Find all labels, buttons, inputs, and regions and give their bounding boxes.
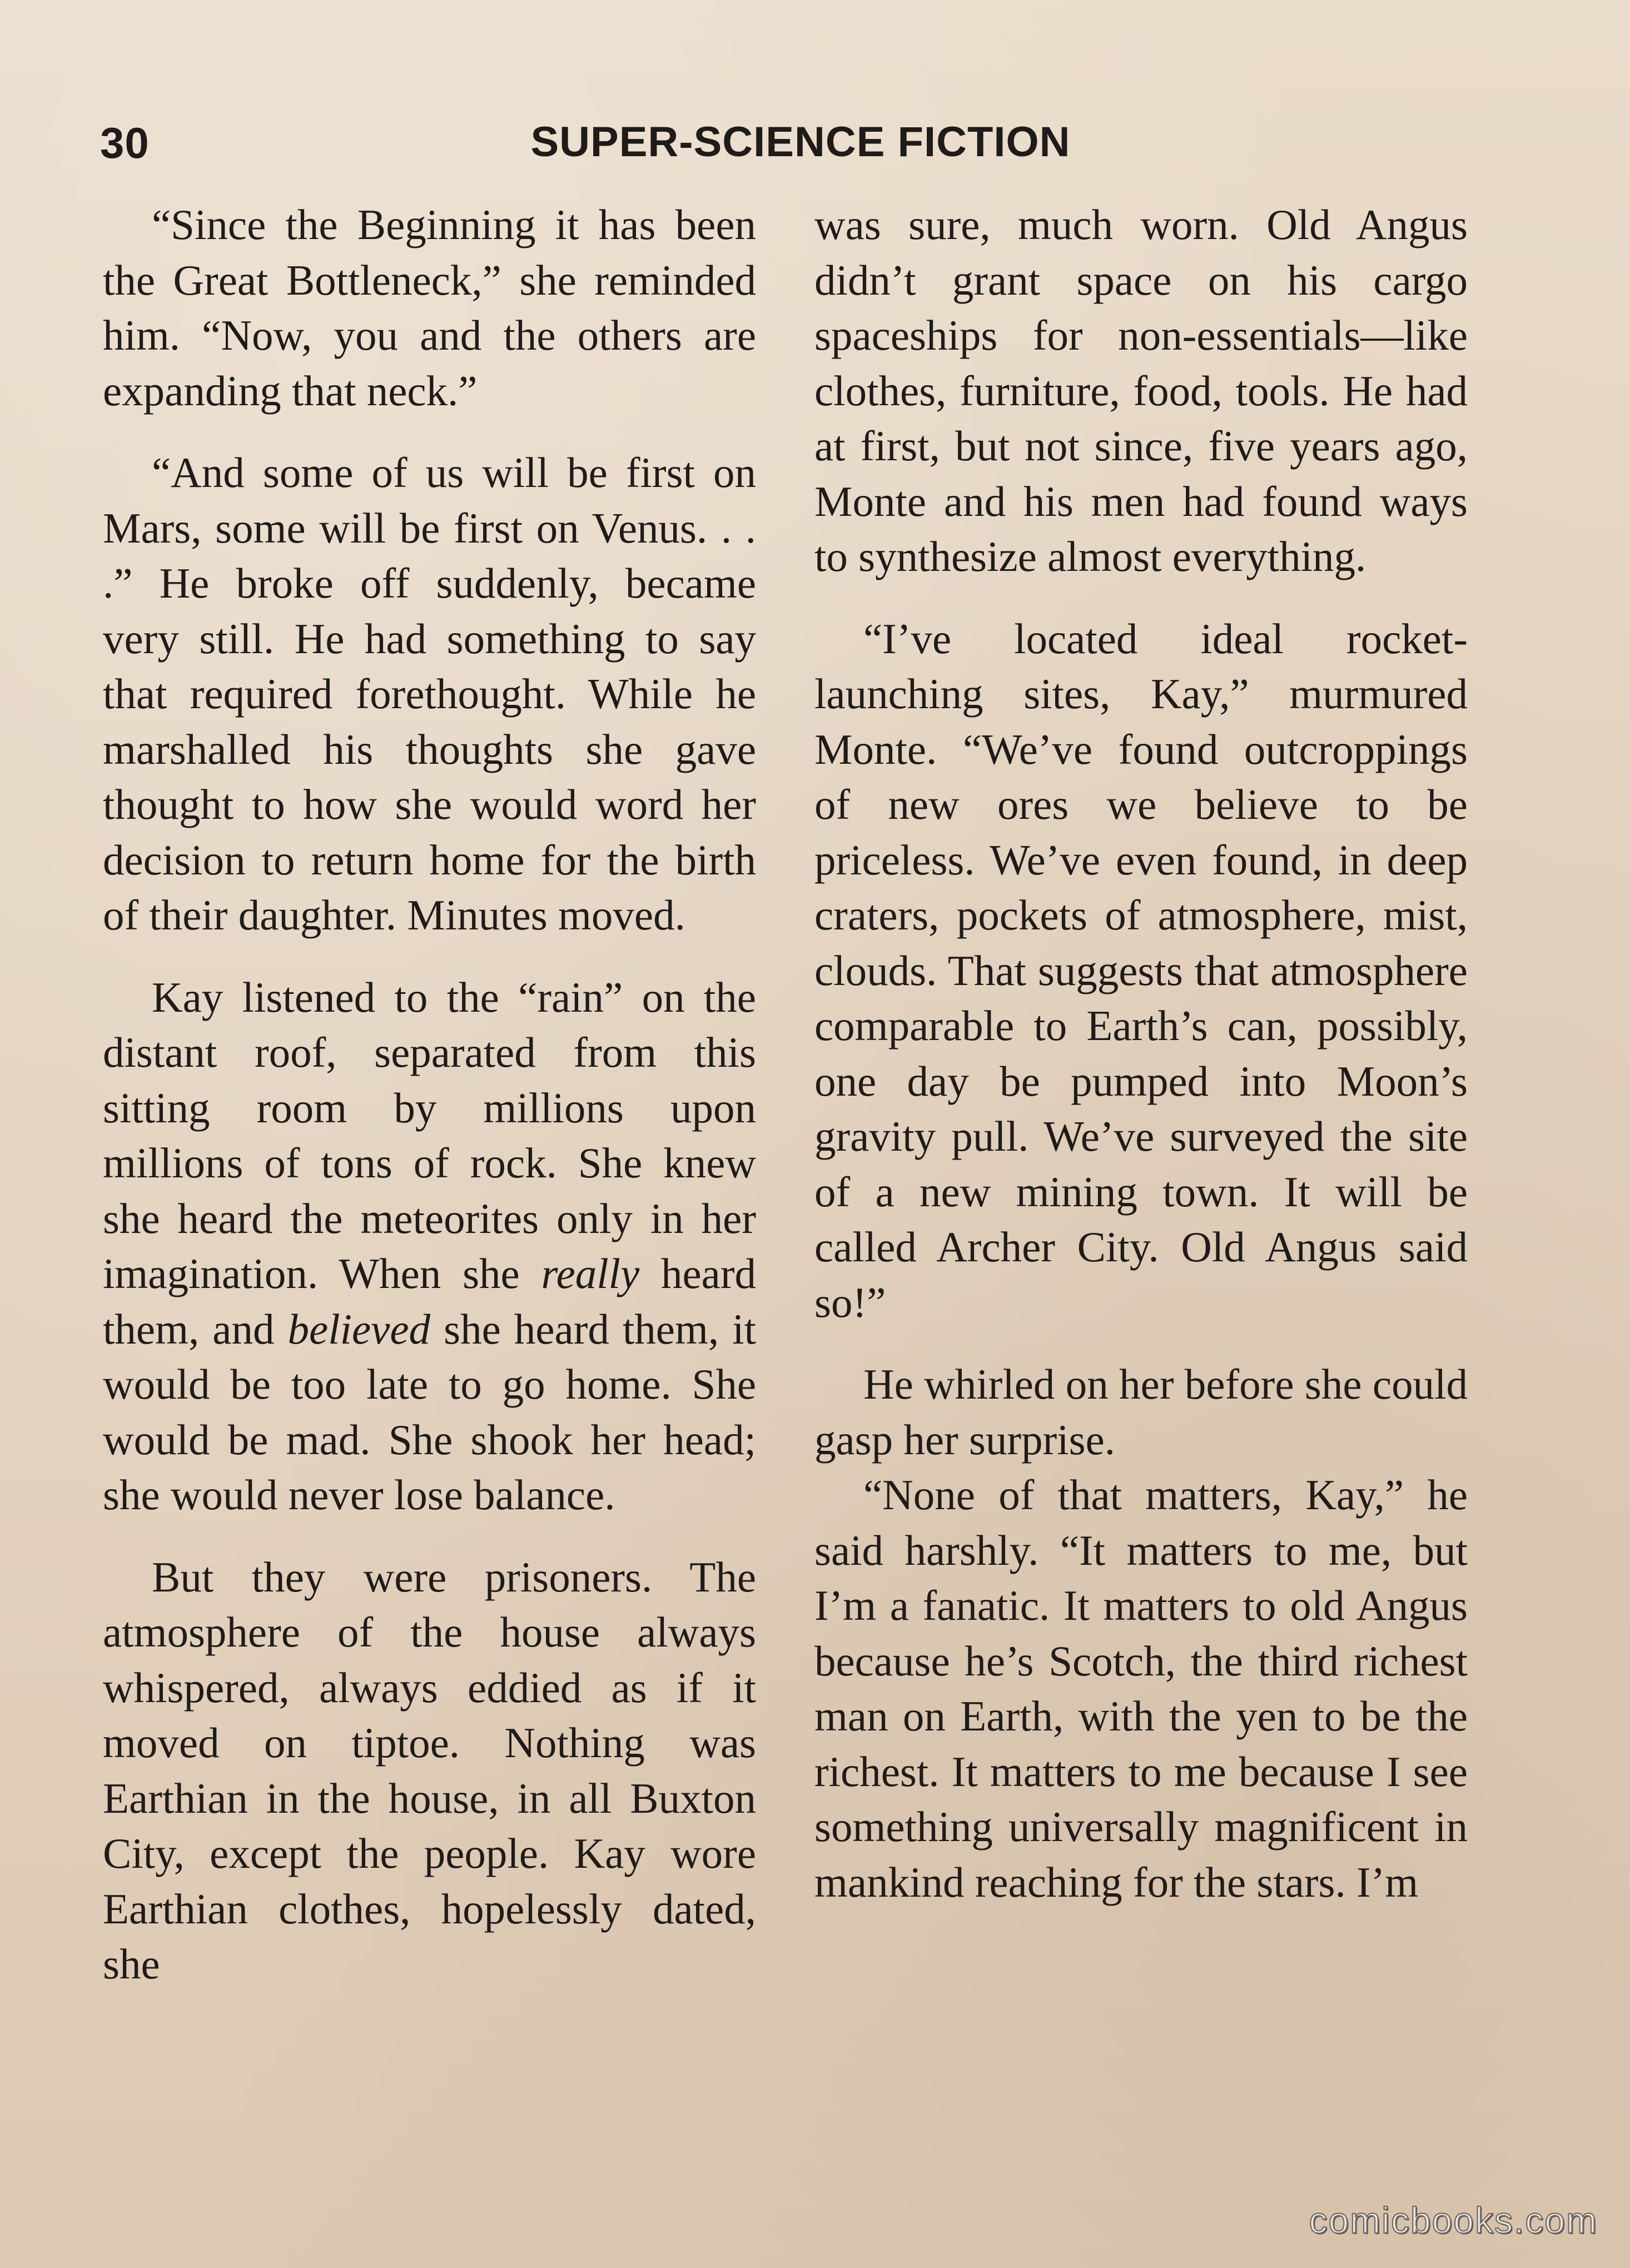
left-column	[103, 197, 756, 1992]
text-run: heard them, and	[103, 1250, 756, 1353]
paragraph: “Since the Beginning it has been the Great Bottleneck,” she reminded him. “Now, you and the others are expanding that neck.”	[103, 201, 756, 415]
paragraph	[103, 970, 756, 1523]
paragraph: “I’ve located ideal rocket-launching sites, Kay,” murmured Monte. “We’ve found outcroppings of new ores we believe to be priceless. We’ve even found, in deep craters, pockets of atmosphere, mist, clouds. That suggests that atmosphere comparable to Earth’s can, possibly, one day be pumped into Moon’s gravity pull. We’ve surveyed the site of a new mining town. It will be called Archer City. Old Angus said so!”	[814, 614, 1468, 1326]
watermark-logo: comicbooks.com	[1309, 2200, 1598, 2241]
running-head: SUPER-SCIENCE FICTION	[530, 118, 1071, 166]
page-number: 30	[100, 118, 150, 167]
emphasis-text: believed	[287, 1305, 431, 1353]
paragraph: “And some of us will be first on Mars, some will be first on Venus. . . .” He broke off suddenly, became very still. He had something to say that required forethought. While he marshalled his thoughts she gave thought to how she would word her decision to return home for the birth of their daughter. Minutes moved.	[103, 449, 756, 939]
text-run: Kay listened to the “rain” on the distant roof, separated from this sitting room by millions upon millions of tons of rock. She knew she heard the meteorites only in her imagination. When she	[103, 973, 756, 1297]
paragraph: But they were prisoners. The atmosphere of the house always whispered, always eddied as if it moved on tiptoe. Nothing was Earthian in the house, in all Buxton City, except the people. Kay wore Earthian clothes, hopelessly dated, she	[103, 1553, 756, 1988]
emphasis-text: really	[541, 1250, 640, 1297]
paragraph: “None of that matters, Kay,” he said harshly. “It matters to me, but I’m a fanatic. It matters to old Angus because he’s Scotch, the third richest man on Earth, with the yen to be the richest. It matters to me because I see something universally magnificent in mankind reaching for the stars. I’m	[814, 1471, 1468, 1906]
right-column	[814, 197, 1468, 1910]
paragraph: He whirled on her before she could gasp her surprise.	[814, 1360, 1468, 1464]
text-run: she heard them, it would be too late to go home. She would be mad. She shook her head; she would never lose balance.	[103, 1305, 756, 1519]
paragraph: was sure, much worn. Old Angus didn’t grant space on his cargo spaceships for non-essentials—like clothes, furniture, food, tools. He had at first, but not since, five years ago, Monte and his men had found ways to synthesize almost everything.	[814, 201, 1468, 580]
